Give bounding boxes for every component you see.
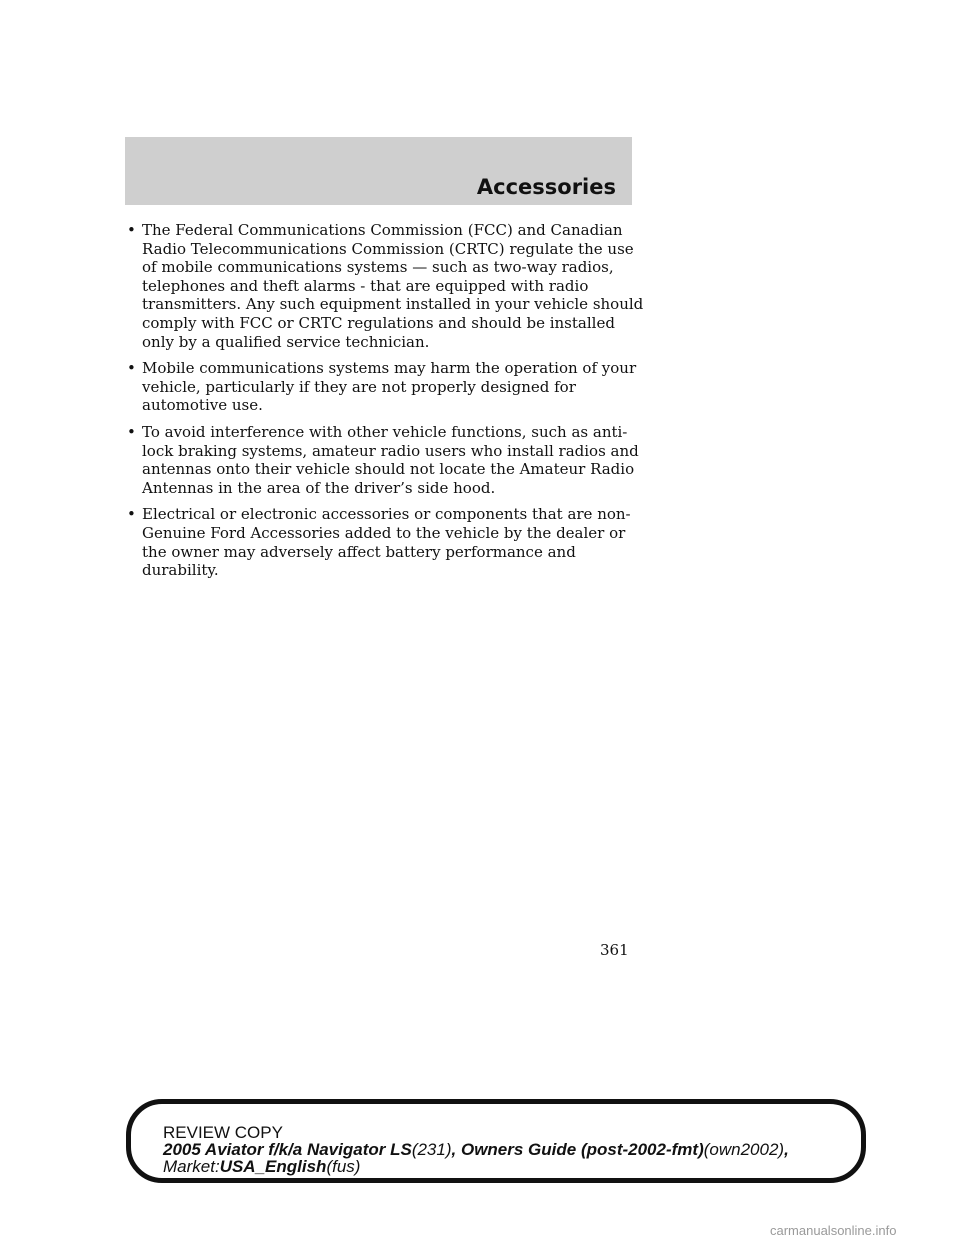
- bullet-icon: •: [127, 422, 136, 441]
- bullet-icon: •: [127, 221, 136, 239]
- separator: ,: [784, 1140, 789, 1159]
- watermark: carmanualsonline.info: [770, 1223, 897, 1238]
- market-code: (fus): [326, 1157, 361, 1176]
- market-value: USA_English: [219, 1157, 327, 1176]
- review-footer-text: [163, 1124, 863, 1175]
- bullet-text: To avoid interference with other vehicle functions, such as anti-lock braking systems, amateur radio users who install radios and antennas onto their vehicle should not locate the Amateur Radio Antennas in the area of the driver’s side hood.: [142, 422, 639, 497]
- guide-name: Owners Guide (post-2002-fmt): [460, 1140, 704, 1159]
- bullet-item: [127, 359, 647, 415]
- market-line: [163, 1158, 863, 1175]
- bullet-icon: •: [127, 359, 136, 378]
- section-title: Accessories: [476, 175, 616, 199]
- section-header-band: [125, 137, 632, 205]
- bullet-text: Electrical or electronic accessories or components that are non-Genuine Ford Accessories added to the vehicle by the dealer or the owner may adversely affect battery performance and durability.: [142, 505, 631, 580]
- bullet-text: Mobile communications systems may harm the operation of your vehicle, particularly if they are not properly designed for automotive use.: [142, 359, 637, 415]
- page-number: 361: [600, 941, 629, 959]
- market-label: Market:: [163, 1157, 220, 1176]
- bullet-text: The Federal Communications Commission (FCC) and Canadian Radio Telecommunications Commission (CRTC) regulate the use of mobile communications systems — such as two-way radios, telephones and theft alarms - that are equipped with radio transmitters. Any such equipment installed in your vehicle should comply with FCC or CRTC regulations and should be installed only by a qualified service technician.: [142, 221, 644, 351]
- document-info-line: [163, 1141, 863, 1158]
- model-name: 2005 Aviator f/k/a Navigator LS: [163, 1140, 412, 1159]
- bullet-item: [127, 505, 647, 579]
- separator: ,: [451, 1140, 457, 1159]
- bullet-icon: •: [127, 505, 136, 524]
- body-content: [127, 221, 647, 588]
- review-copy-label: REVIEW COPY: [163, 1123, 283, 1142]
- guide-code: (own2002): [703, 1140, 785, 1159]
- bullet-item: [127, 423, 647, 497]
- bullet-item: [127, 221, 647, 351]
- model-code: (231): [411, 1140, 452, 1159]
